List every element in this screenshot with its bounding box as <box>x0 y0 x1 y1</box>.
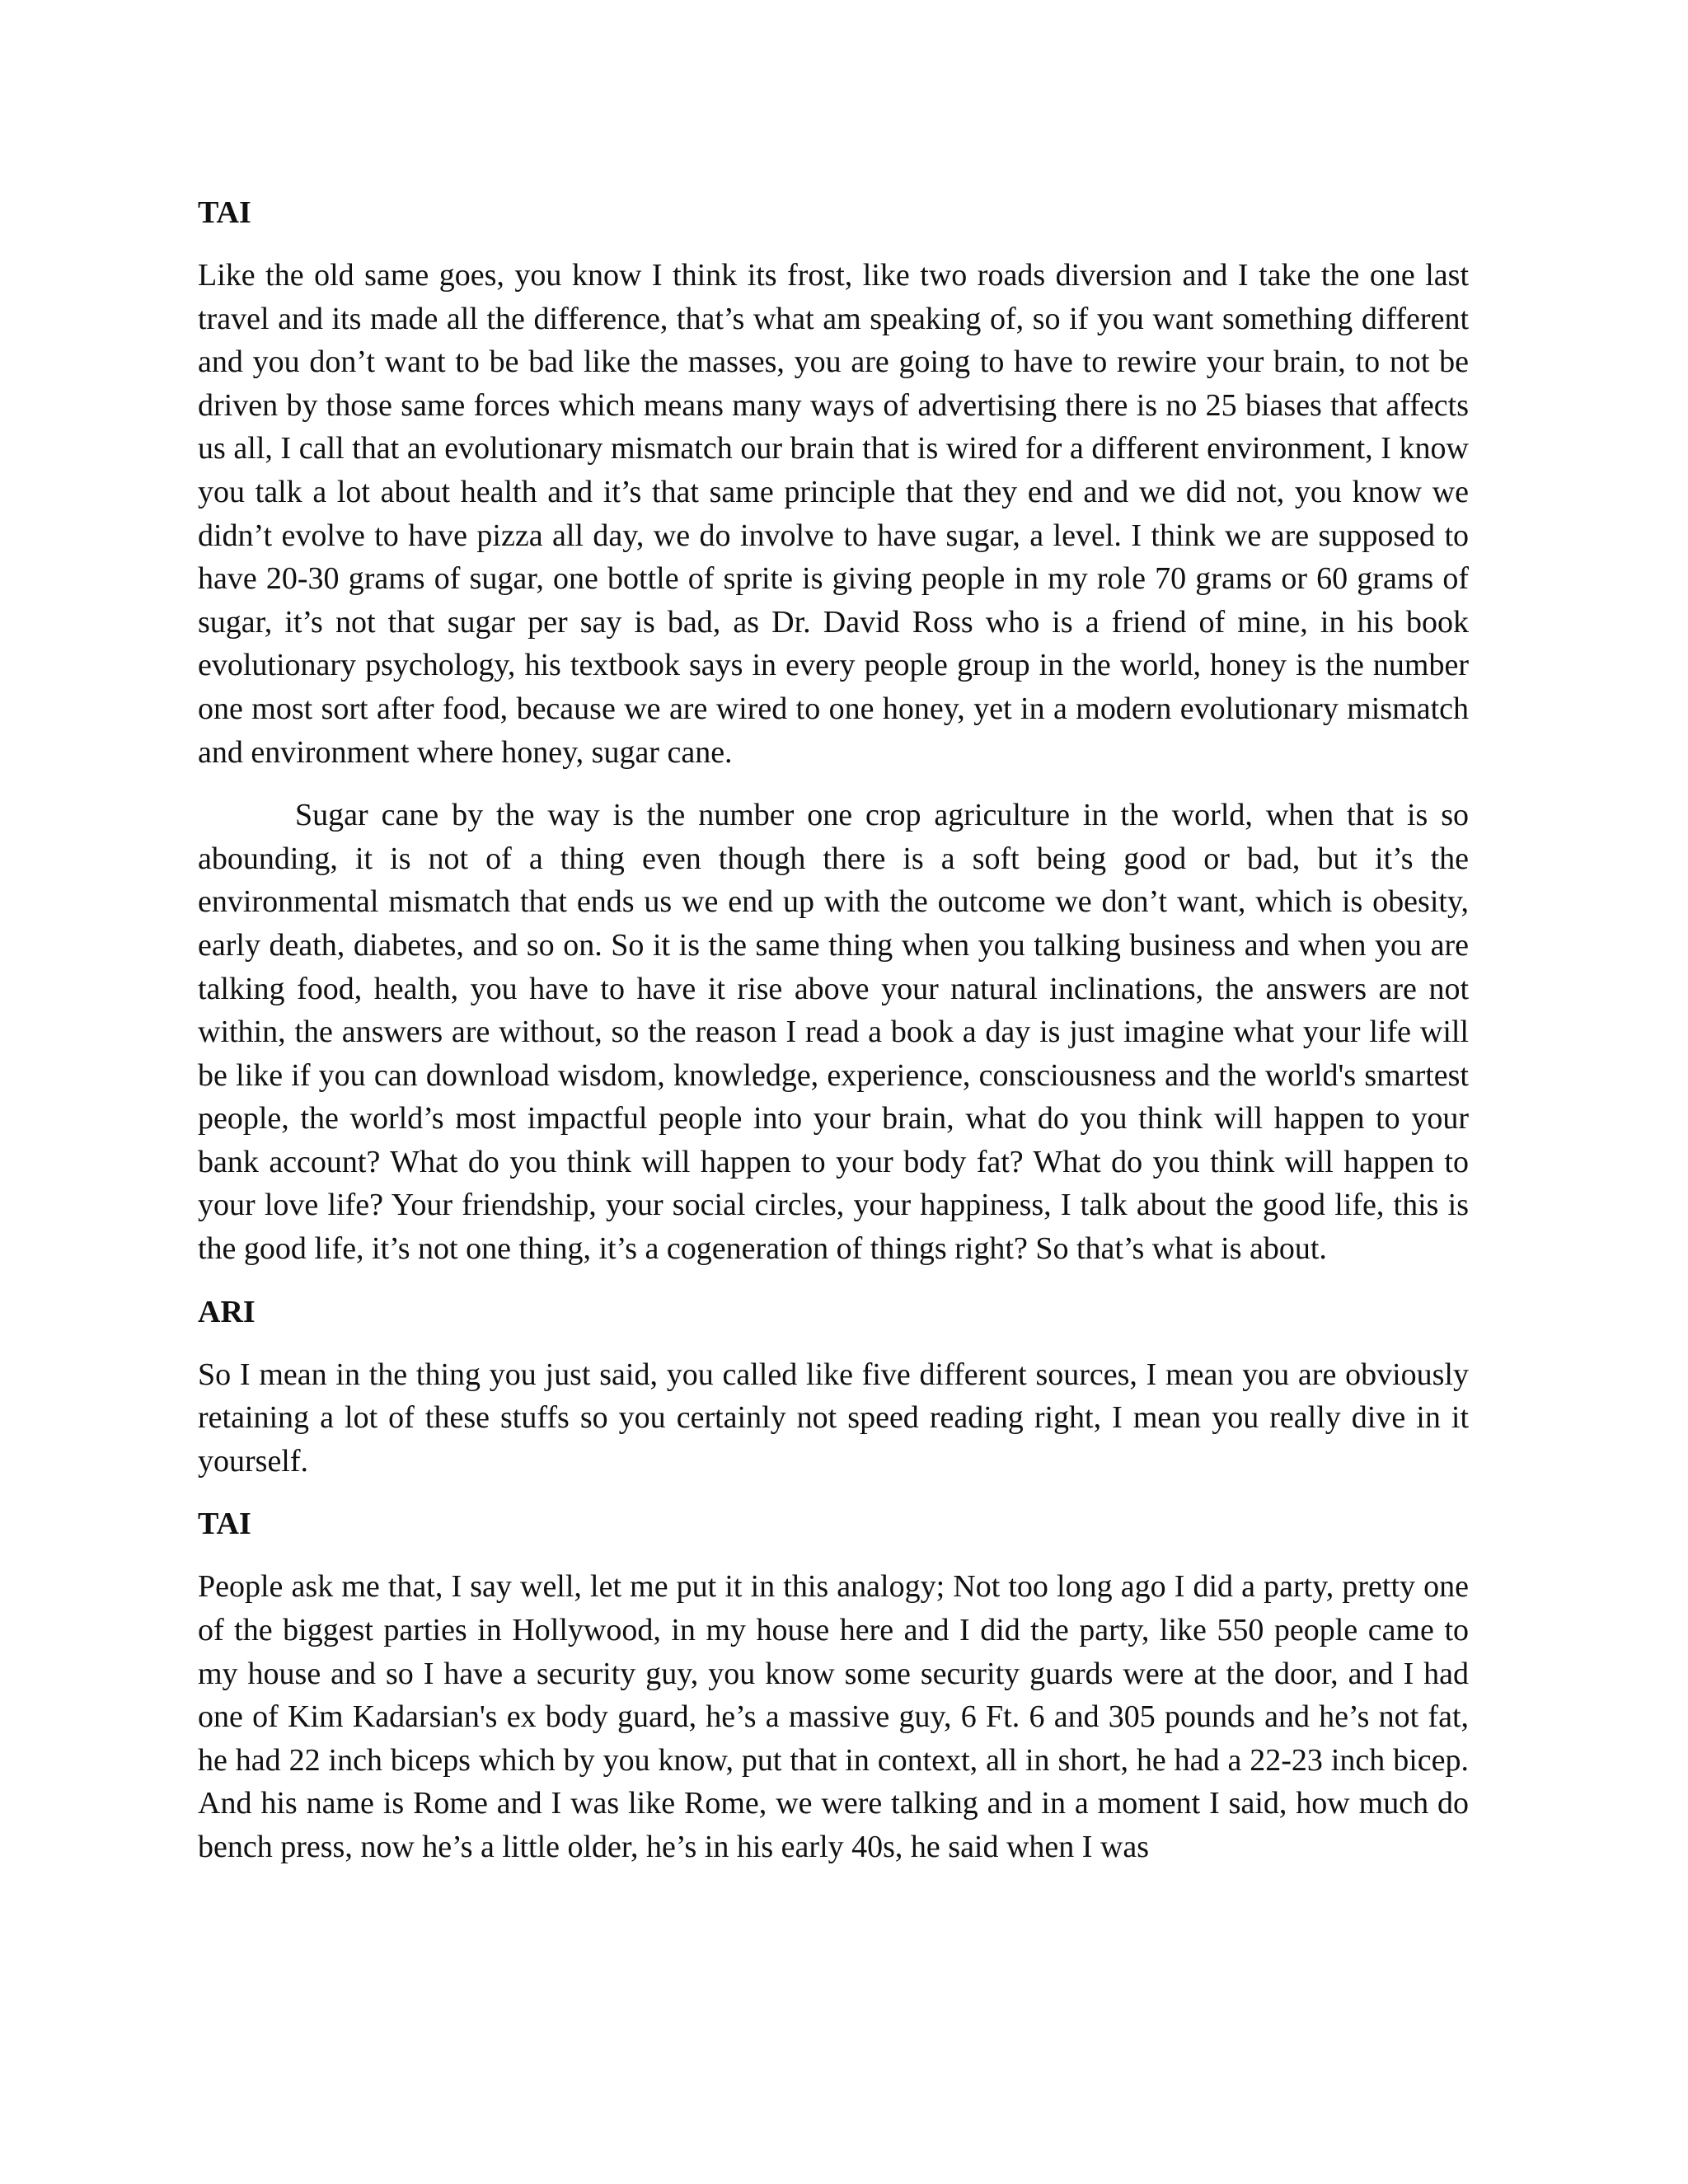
transcript-paragraph: Like the old same goes, you know I think its frost, like two roads diversion and I take the one last travel and its made all the difference, that’s what am speaking of, so if you want something different and you don’t want to be bad like the masses, you are going to have to rewire your brain, to not be driven by those same forces which means many ways of advertising there is no 25 biases that affects us all, I call that an evolutionary mismatch our brain that is wired for a different environment, I know you talk a lot about health and it’s that same principle that they end and we did not, you know we didn’t evolve to have pizza all day, we do involve to have sugar, a level. I think we are supposed to have 20-30 grams of sugar, one bottle of sprite is giving people in my role 70 grams or 60 grams of sugar, it’s not that sugar per say is bad, as Dr. David Ross who is a friend of mine, in his book evolutionary psychology, his textbook says in every people group in the world, honey is the number one most sort after food, because we are wired to one honey, yet in a modern evolutionary mismatch and environment where honey, sugar cane. <box>198 258 1469 770</box>
speaker-label: TAI <box>198 195 251 230</box>
transcript-paragraph: Sugar cane by the way is the number one crop agriculture in the world, when that is so abounding, it is not of a thing even though there is a soft being good or bad, but it’s the environmental mismatch that ends us we end up with the outcome we don’t want, which is obesity, early death, diabetes, and so on. So it is the same thing when you talking business and when you are talking food, health, you have to have it rise above your natural inclinations, the answers are not within, the answers are without, so the reason I read a book a day is just imagine what your life will be like if you can download wisdom, knowledge, experience, consciousness and the world's smartest people, the world’s most impactful people into your brain, what do you think will happen to your bank account? What do you think will happen to your body fat? What do you think will happen to your love life? Your friendship, your social circles, your happiness, I talk about the good life, this is the good life, it’s not one thing, it’s a cogeneration of things right? So that’s what is about. <box>198 798 1469 1267</box>
transcript-paragraph: So I mean in the thing you just said, you called like five different sources, I mean you are obviously retaining a lot of these stuffs so you certainly not speed reading right, I mean you really dive in it yourself. <box>198 1357 1469 1479</box>
speaker-label: TAI <box>198 1507 251 1542</box>
transcript-page <box>198 191 1469 1869</box>
transcript-paragraph: People ask me that, I say well, let me put it in this analogy; Not too long ago I did a party, pretty one of the biggest parties in Hollywood, in my house here and I did the party, like 550 people came to my house and so I have a security guy, you know some security guards were at the door, and I had one of Kim Kadarsian's ex body guard, he’s a massive guy, 6 Ft. 6 and 305 pounds and he’s not fat, he had 22 inch biceps which by you know, put that in context, all in short, he had a 22-23 inch bicep. And his name is Rome and I was like Rome, we were talking and in a moment I said, how much do bench press, now he’s a little older, he’s in his early 40s, he said when I was <box>198 1569 1469 1864</box>
speaker-label: ARI <box>198 1294 256 1329</box>
